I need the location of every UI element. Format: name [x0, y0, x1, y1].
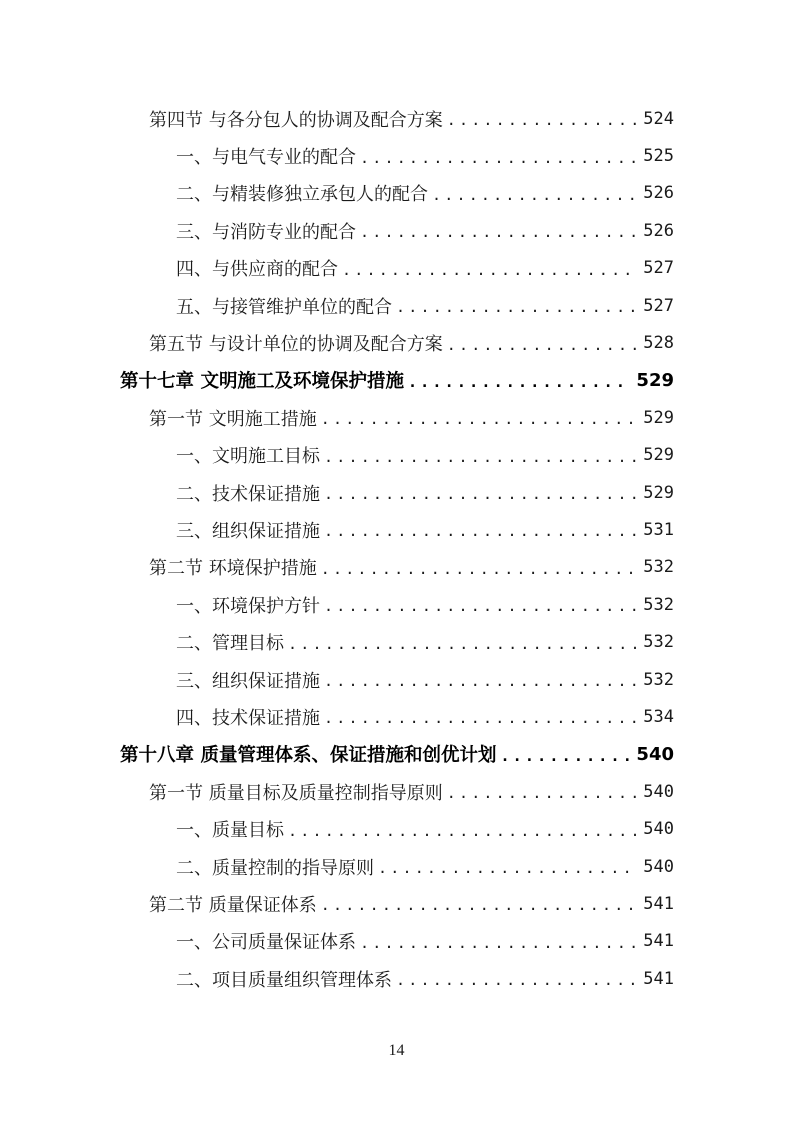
toc-entry-page-number: 532 — [643, 557, 674, 578]
toc-entry-title: 四、技术保证措施 — [176, 707, 320, 729]
toc-entry-page-number: 532 — [643, 594, 674, 615]
toc-dot-leader — [360, 932, 637, 951]
toc-section-entry[interactable] — [0, 324, 793, 361]
toc-dot-leader — [288, 633, 637, 652]
toc-dot-leader — [342, 259, 637, 278]
toc-dot-leader — [432, 184, 637, 203]
toc-subsection-entry[interactable] — [0, 923, 793, 960]
toc-entry-page-number: 526 — [643, 183, 674, 204]
toc-entry-page-number: 541 — [643, 968, 674, 989]
toc-entry-title: 一、与电气专业的配合 — [176, 147, 356, 169]
toc-entry-page-number: 527 — [643, 258, 674, 279]
toc-entry-page-number: 527 — [643, 295, 674, 316]
toc-dot-leader — [324, 446, 637, 465]
toc-entry-page-number: 524 — [643, 108, 674, 129]
toc-entry-page-number: 525 — [643, 146, 674, 167]
toc-entry-title: 二、与精装修独立承包人的配合 — [176, 184, 428, 206]
toc-entry-page-number: 534 — [643, 706, 674, 727]
toc-dot-leader — [321, 408, 638, 427]
toc-section-entry[interactable] — [0, 399, 793, 436]
toc-subsection-entry[interactable] — [0, 474, 793, 511]
toc-dot-leader — [408, 371, 630, 390]
toc-entry-page-number: 531 — [643, 519, 674, 540]
toc-dot-leader — [324, 520, 637, 539]
toc-subsection-entry[interactable] — [0, 848, 793, 885]
toc-subsection-entry[interactable] — [0, 810, 793, 847]
toc-section-entry[interactable] — [0, 885, 793, 922]
toc-dot-leader — [324, 670, 637, 689]
toc-entry-page-number: 532 — [643, 632, 674, 653]
toc-entry-title: 第二节 环境保护措施 — [149, 558, 317, 580]
toc-section-entry[interactable] — [0, 100, 793, 137]
toc-subsection-entry[interactable] — [0, 960, 793, 997]
toc-entry-title: 第一节 质量目标及质量控制指导原则 — [149, 782, 443, 804]
toc-entry-page-number: 526 — [643, 220, 674, 241]
toc-subsection-entry[interactable] — [0, 137, 793, 174]
toc-entry-title: 一、文明施工目标 — [176, 446, 320, 468]
toc-dot-leader — [324, 483, 637, 502]
toc-entry-title: 二、管理目标 — [176, 633, 284, 655]
toc-dot-leader — [324, 595, 637, 614]
toc-entry-title: 一、环境保护方针 — [176, 595, 320, 617]
toc-entry-title: 三、组织保证措施 — [176, 670, 320, 692]
toc-entry-title: 二、项目质量组织管理体系 — [176, 969, 392, 991]
toc-entry-page-number: 540 — [643, 781, 674, 802]
toc-subsection-entry[interactable] — [0, 511, 793, 548]
toc-entry-title: 三、组织保证措施 — [176, 520, 320, 542]
toc-subsection-entry[interactable] — [0, 250, 793, 287]
toc-chapter-entry[interactable] — [0, 736, 793, 773]
toc-entry-title: 四、与供应商的配合 — [176, 259, 338, 281]
toc-chapter-entry[interactable] — [0, 362, 793, 399]
toc-subsection-entry[interactable] — [0, 212, 793, 249]
toc-entry-title: 第五节 与设计单位的协调及配合方案 — [149, 334, 443, 356]
toc-entry-title: 第十七章 文明施工及环境保护措施 — [120, 371, 404, 393]
toc-entry-title: 一、公司质量保证体系 — [176, 932, 356, 954]
toc-entry-page-number: 540 — [643, 819, 674, 840]
toc-section-entry[interactable] — [0, 773, 793, 810]
toc-dot-leader — [324, 707, 637, 726]
toc-entry-title: 二、技术保证措施 — [176, 483, 320, 505]
toc-entry-page-number: 529 — [643, 482, 674, 503]
toc-entry-page-number: 529 — [636, 369, 674, 391]
toc-subsection-entry[interactable] — [0, 623, 793, 660]
toc-entry-page-number: 541 — [643, 893, 674, 914]
toc-entry-page-number: 528 — [643, 333, 674, 354]
toc-subsection-entry[interactable] — [0, 437, 793, 474]
toc-subsection-entry[interactable] — [0, 287, 793, 324]
toc-entry-title: 第二节 质量保证体系 — [149, 894, 317, 916]
toc-dot-leader — [396, 296, 637, 315]
page-number: 14 — [388, 1042, 405, 1059]
toc-dot-leader — [360, 221, 637, 240]
toc-dot-leader — [447, 782, 638, 801]
toc-entry-title: 第一节 文明施工措施 — [149, 408, 317, 430]
toc-subsection-entry[interactable] — [0, 698, 793, 735]
toc-section-entry[interactable] — [0, 549, 793, 586]
toc-dot-leader — [447, 334, 638, 353]
toc-subsection-entry[interactable] — [0, 175, 793, 212]
toc-entry-page-number: 529 — [643, 445, 674, 466]
toc-entry-title: 第十八章 质量管理体系、保证措施和创优计划 — [120, 745, 497, 767]
toc-dot-leader — [447, 109, 638, 128]
toc-subsection-entry[interactable] — [0, 586, 793, 623]
toc-dot-leader — [396, 969, 637, 988]
toc-entry-page-number: 541 — [643, 931, 674, 952]
toc-entry-title: 五、与接管维护单位的配合 — [176, 296, 392, 318]
toc-dot-leader — [321, 894, 638, 913]
toc-entry-title: 第四节 与各分包人的协调及配合方案 — [149, 109, 443, 131]
toc-subsection-entry[interactable] — [0, 661, 793, 698]
toc-entry-title: 三、与消防专业的配合 — [176, 221, 356, 243]
toc-entry-page-number: 532 — [643, 669, 674, 690]
toc-dot-leader — [360, 147, 637, 166]
toc-dot-leader — [288, 820, 637, 839]
table-of-contents — [0, 100, 793, 997]
toc-entry-page-number: 540 — [636, 743, 674, 765]
toc-dot-leader — [378, 857, 637, 876]
toc-entry-title: 一、质量目标 — [176, 820, 284, 842]
toc-entry-page-number: 540 — [643, 856, 674, 877]
toc-dot-leader — [500, 745, 630, 764]
toc-entry-title: 二、质量控制的指导原则 — [176, 857, 374, 879]
toc-dot-leader — [321, 558, 638, 577]
toc-entry-page-number: 529 — [643, 407, 674, 428]
